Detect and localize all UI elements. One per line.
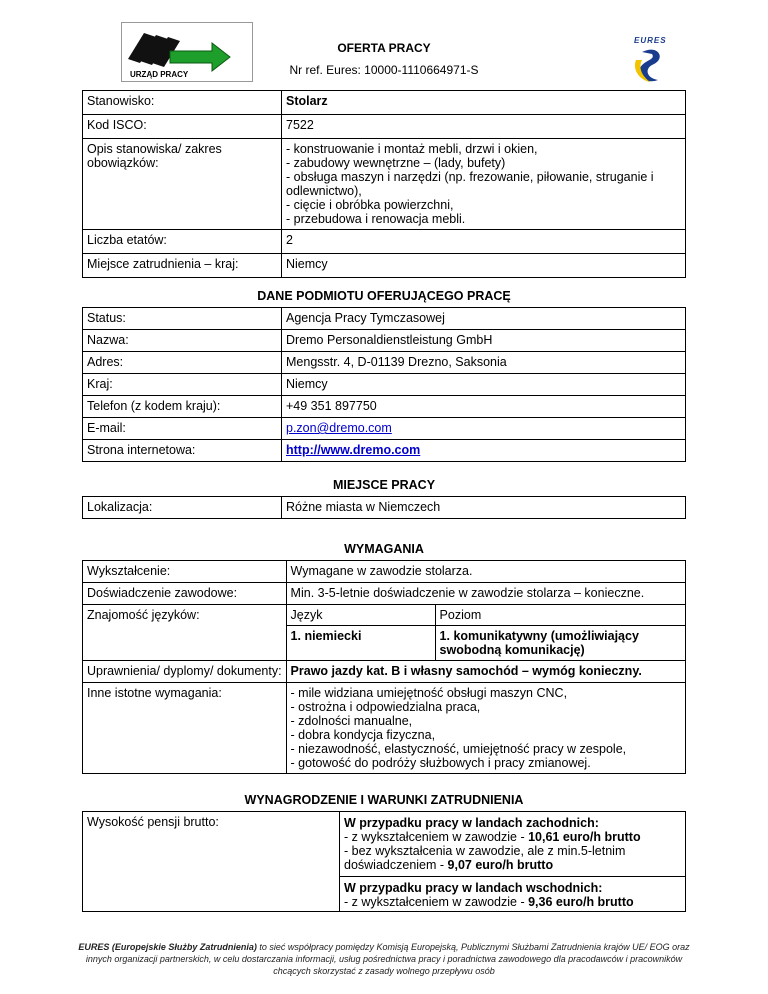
country-value: Niemcy <box>282 254 686 278</box>
east-rate-1: 9,36 euro/h brutto <box>528 895 634 909</box>
website-link[interactable]: http://www.dremo.com <box>286 443 421 457</box>
address-value: Mengsstr. 4, D-01139 Drezno, Saksonia <box>282 352 686 374</box>
email-label: E-mail: <box>83 418 282 440</box>
location-label: Lokalizacja: <box>83 497 282 519</box>
west-rate-1: 10,61 euro/h brutto <box>528 830 641 844</box>
requirements-section-title: WYMAGANIA <box>344 542 424 556</box>
west-line-2 <box>344 844 681 872</box>
svg-text:EURES: EURES <box>634 36 667 45</box>
salary-table <box>82 811 686 912</box>
duty-line: - obsługa maszyn i narzędzi (np. frezowanie, piłowanie, struganie i odlewnictwo), <box>286 170 654 198</box>
west-rate-2: 9,07 euro/h brutto <box>447 858 554 872</box>
requirement-line: - mile widziana umiejętność obsługi maszyn CNC, <box>290 686 568 700</box>
position-label: Stanowisko: <box>83 91 282 115</box>
requirements-table <box>82 560 686 774</box>
other-requirements-value <box>286 683 685 774</box>
isco-label: Kod ISCO: <box>83 115 282 139</box>
level-col-header: Poziom <box>435 605 685 626</box>
employer-section-title: DANE PODMIOTU OFERUJĄCEGO PRACĘ <box>257 289 511 303</box>
position-value: Stolarz <box>282 91 686 115</box>
requirement-line: - niezawodność, elastyczność, umiejętność pracy w zespole, <box>290 742 627 756</box>
duties-label: Opis stanowiska/ zakres obowiązków: <box>83 139 282 230</box>
status-value: Agencja Pracy Tymczasowej <box>282 308 686 330</box>
requirement-line: - ostrożna i odpowiedzialna praca, <box>290 700 481 714</box>
languages-label: Znajomość języków: <box>83 605 287 661</box>
status-label: Status: <box>83 308 282 330</box>
documents-label: Uprawnienia/ dyplomy/ dokumenty: <box>83 661 287 683</box>
duty-line: - przebudowa i renowacja mebli. <box>286 212 466 226</box>
east-line-1 <box>344 895 681 909</box>
level-value: 1. komunikatywny (umożliwiający swobodną komunikację) <box>439 629 639 657</box>
west-title: W przypadku pracy w landach zachodnich: <box>344 816 599 830</box>
phone-label: Telefon (z kodem kraju): <box>83 396 282 418</box>
language-value: 1. niemiecki <box>287 626 436 661</box>
west-line-1 <box>344 830 681 844</box>
footer-eures-name: EURES (Europejskie Służby Zatrudnienia) <box>78 942 257 952</box>
location-value: Różne miasta w Niemczech <box>282 497 686 519</box>
address-label: Adres: <box>83 352 282 374</box>
email-link[interactable]: p.zon@dremo.com <box>286 421 392 435</box>
duty-line: - cięcie i obróbka powierzchni, <box>286 198 454 212</box>
language-col-header: Język <box>287 605 436 626</box>
east-salary-block <box>340 877 685 911</box>
salary-section-title: WYNAGRODZENIE I WARUNKI ZATRUDNIENIA <box>244 793 524 807</box>
experience-label: Doświadczenie zawodowe: <box>83 583 287 605</box>
country-label: Miejsce zatrudnienia – kraj: <box>83 254 282 278</box>
positions-count-label: Liczba etatów: <box>83 230 282 254</box>
place-section-title: MIEJSCE PRACY <box>332 478 436 492</box>
duty-line: - zabudowy wewnętrzne – (lady, bufety) <box>286 156 506 170</box>
education-label: Wykształcenie: <box>83 561 287 583</box>
requirement-line: - dobra kondycja fizyczna, <box>290 728 436 742</box>
isco-value: 7522 <box>282 115 686 139</box>
employer-country-label: Kraj: <box>83 374 282 396</box>
phone-value: +49 351 897750 <box>282 396 686 418</box>
languages-cell <box>286 605 685 661</box>
website-label: Strona internetowa: <box>83 440 282 462</box>
west-line-2-text: - bez wykształcenia w zawodzie, ale z min.5-letnim doświadczeniem - <box>344 844 626 872</box>
west-line-1-text: - z wykształceniem w zawodzie - <box>344 830 529 844</box>
west-salary-block <box>340 812 685 877</box>
languages-table <box>287 605 685 660</box>
education-value: Wymagane w zawodzie stolarza. <box>286 561 685 583</box>
duty-line: - konstruowanie i montaż mebli, drzwi i okien, <box>286 142 538 156</box>
experience-value: Min. 3-5-letnie doświadczenie w zawodzie stolarza – konieczne. <box>286 583 685 605</box>
reference-number: Nr ref. Eures: 10000-1110664971-S <box>289 63 479 77</box>
duties-value <box>282 139 686 230</box>
footer-text: to sieć współpracy pomiędzy Komisją Europejską, Publicznymi Służbami Zatrudnienia krajów UE/ EOG oraz innych organizacji partnerskich, w celu dostarczania informacji, usług pośrednictwa pracy i poradnictwa zawodowego dla pracodawców i pracowników chcących skorzystać z zasady wolnego przepływu osób <box>85 942 690 976</box>
other-requirements-label: Inne istotne wymagania: <box>83 683 287 774</box>
requirement-line: - gotowość do podróży służbowych i pracy zmianowej. <box>290 756 591 770</box>
requirement-line: - zdolności manualne, <box>290 714 413 728</box>
employer-table <box>82 307 686 462</box>
documents-value: Prawo jazdy kat. B i własny samochód – wymóg konieczny. <box>286 661 685 683</box>
job-table <box>82 90 686 278</box>
place-table <box>82 496 686 519</box>
east-title: W przypadku pracy w landach wschodnich: <box>344 881 603 895</box>
footer-note <box>70 941 698 977</box>
name-value: Dremo Personaldienstleistung GmbH <box>282 330 686 352</box>
positions-count-value: 2 <box>282 230 686 254</box>
offer-title: OFERTA PRACY <box>337 41 431 55</box>
svg-text:URZĄD PRACY: URZĄD PRACY <box>130 70 189 79</box>
salary-label: Wysokość pensji brutto: <box>83 812 340 912</box>
name-label: Nazwa: <box>83 330 282 352</box>
salary-value <box>340 812 686 912</box>
employer-country-value: Niemcy <box>282 374 686 396</box>
east-line-1-text: - z wykształceniem w zawodzie - <box>344 895 529 909</box>
